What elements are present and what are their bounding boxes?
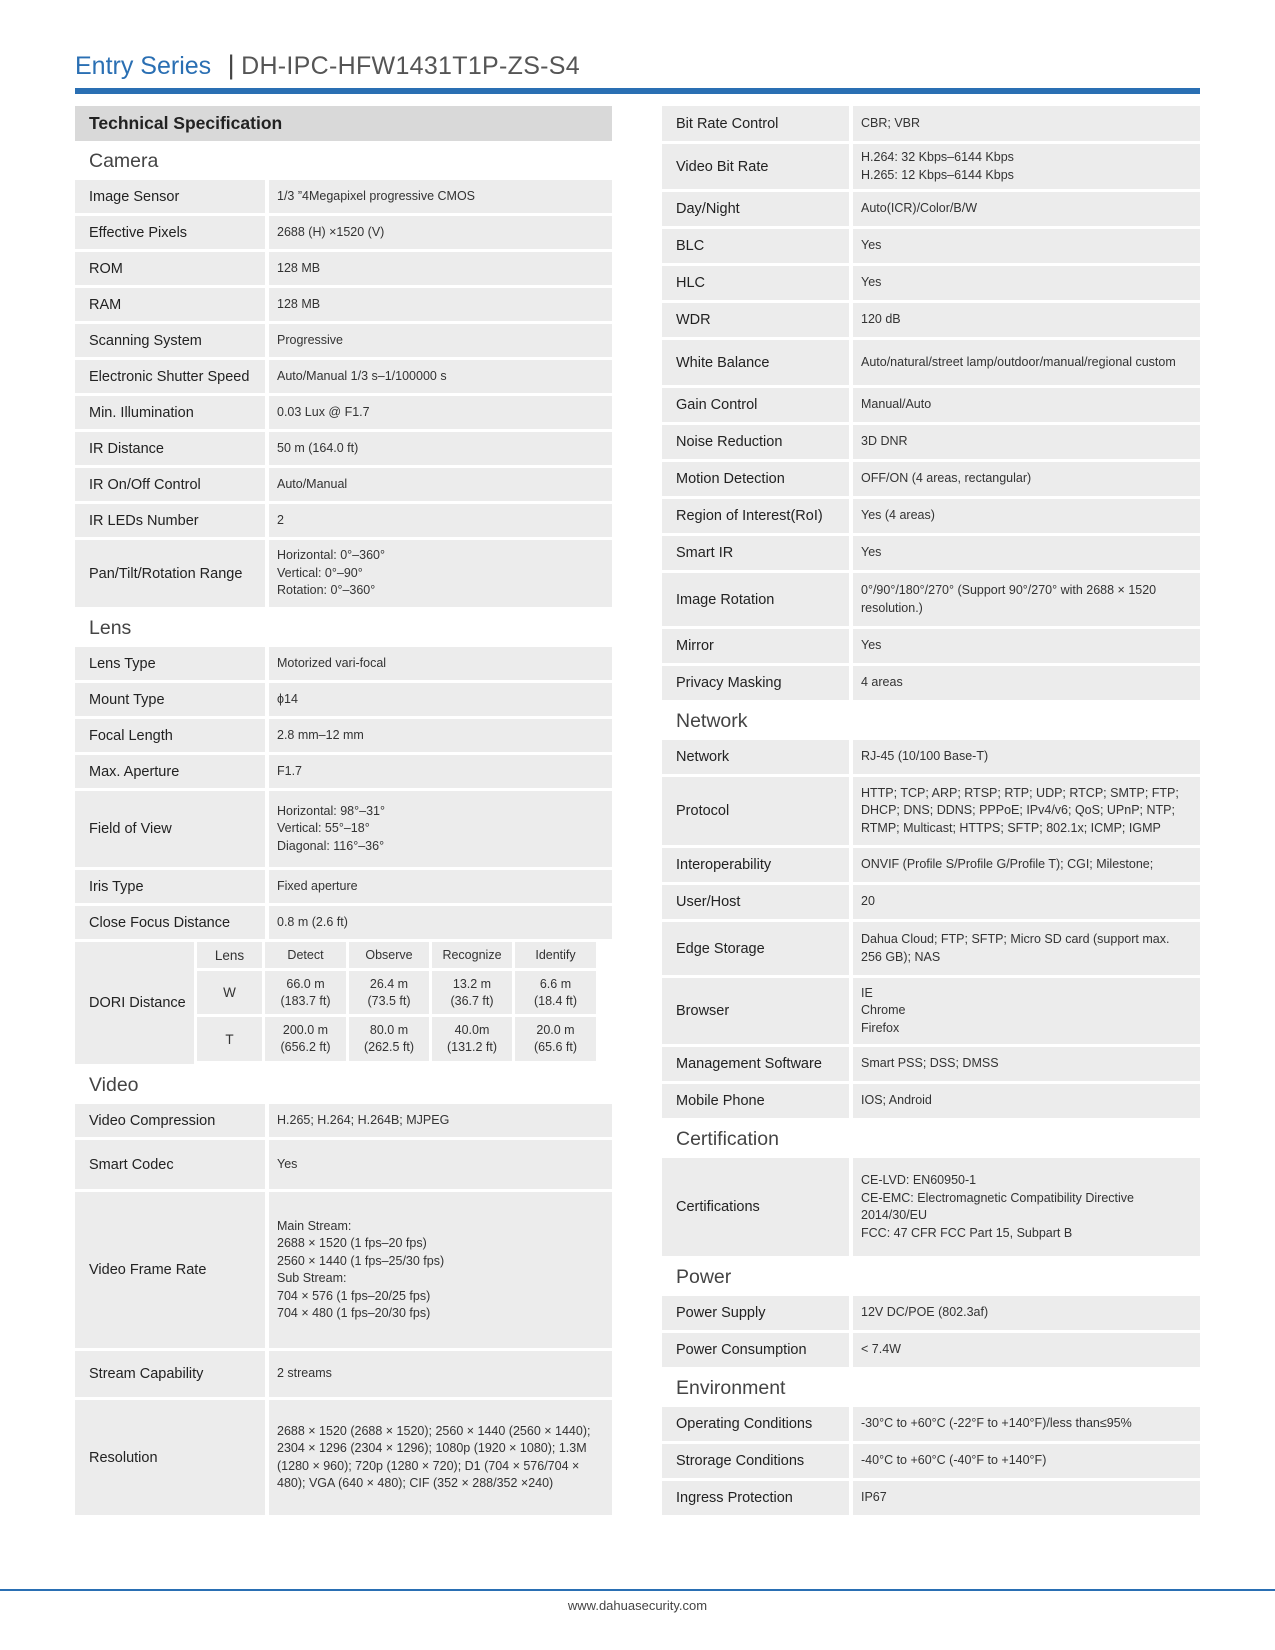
spec-value: OFF/ON (4 areas, rectangular) — [853, 462, 1200, 496]
spec-label: Protocol — [662, 777, 849, 845]
spec-row — [75, 719, 612, 752]
spec-value: -40°C to +60°C (-40°F to +140°F) — [853, 1444, 1200, 1478]
spec-label: Power Supply — [662, 1296, 849, 1330]
dori-label: DORI Distance — [75, 942, 194, 1064]
spec-label: RAM — [75, 288, 265, 321]
spec-label: Stream Capability — [75, 1351, 265, 1397]
spec-value: Yes (4 areas) — [853, 499, 1200, 533]
spec-value: ϕ14 — [269, 683, 612, 716]
spec-value: Yes — [853, 536, 1200, 570]
section-lens: Lens — [89, 617, 132, 639]
dori-cell: W — [197, 971, 262, 1014]
spec-label: IR Distance — [75, 432, 265, 465]
spec-label: Max. Aperture — [75, 755, 265, 788]
spec-row — [75, 1351, 612, 1397]
spec-value: Horizontal: 0°–360° Vertical: 0°–90° Rotation: 0°–360° — [269, 540, 612, 607]
spec-row — [75, 1192, 612, 1348]
spec-row — [75, 432, 612, 465]
spec-label: WDR — [662, 303, 849, 337]
spec-row — [75, 324, 612, 357]
spec-value: Yes — [269, 1140, 612, 1189]
spec-value: 128 MB — [269, 288, 612, 321]
spec-value: Progressive — [269, 324, 612, 357]
footer-rule — [0, 1589, 1275, 1591]
spec-value: Yes — [853, 629, 1200, 663]
spec-value: Motorized vari-focal — [269, 647, 612, 680]
spec-value: IP67 — [853, 1481, 1200, 1515]
dori-cell: 80.0 m (262.5 ft) — [349, 1017, 429, 1061]
spec-row — [662, 536, 1200, 570]
spec-label: Iris Type — [75, 870, 265, 903]
spec-label: Effective Pixels — [75, 216, 265, 249]
spec-label: User/Host — [662, 885, 849, 919]
title-separator: | — [227, 50, 235, 80]
spec-value: Yes — [853, 266, 1200, 300]
spec-label: Network — [662, 740, 849, 774]
spec-value: H.265; H.264; H.264B; MJPEG — [269, 1104, 612, 1137]
spec-label: Gain Control — [662, 388, 849, 422]
spec-value: Dahua Cloud; FTP; SFTP; Micro SD card (support max. 256 GB); NAS — [853, 922, 1200, 975]
dori-header-cell: Lens — [197, 942, 262, 968]
dori-grid — [197, 942, 612, 1064]
spec-row — [662, 1296, 1200, 1330]
spec-label: Mount Type — [75, 683, 265, 716]
spec-label: Privacy Masking — [662, 666, 849, 700]
spec-label: Bit Rate Control — [662, 106, 849, 141]
spec-row — [662, 462, 1200, 496]
dori-cell: T — [197, 1017, 262, 1061]
section-environment: Environment — [676, 1377, 786, 1399]
spec-row — [75, 683, 612, 716]
spec-value: Main Stream: 2688 × 1520 (1 fps–20 fps) 2560 × 1440 (1 fps–25/30 fps) Sub Stream: 704 × 576 (1 fps–20/25 fps) 704 × 480 (1 fps–20/30 fps) — [269, 1192, 612, 1348]
spec-value: HTTP; TCP; ARP; RTSP; RTP; UDP; RTCP; SMTP; FTP; DHCP; DNS; DDNS; PPPoE; IPv4/v6; QoS; UPnP; NTP; RTMP; Multicast; HTTPS; SFTP; 802.1x; ICMP; IGMP — [853, 777, 1200, 845]
section-network: Network — [676, 710, 748, 732]
dori-header-cell: Recognize — [432, 942, 512, 968]
spec-row — [662, 1047, 1200, 1081]
spec-row — [662, 340, 1200, 385]
spec-value: -30°C to +60°C (-22°F to +140°F)/less than≤95% — [853, 1407, 1200, 1441]
spec-label: Image Rotation — [662, 573, 849, 626]
spec-label: Video Compression — [75, 1104, 265, 1137]
spec-label: Ingress Protection — [662, 1481, 849, 1515]
spec-value: Manual/Auto — [853, 388, 1200, 422]
dori-cell: 200.0 m (656.2 ft) — [265, 1017, 346, 1061]
spec-value: 120 dB — [853, 303, 1200, 337]
spec-row — [75, 468, 612, 501]
spec-value: CE-LVD: EN60950-1 CE-EMC: Electromagnetic Compatibility Directive 2014/30/EU FCC: 47 CFR FCC Part 15, Subpart B — [853, 1158, 1200, 1256]
spec-value: 2688 (H) ×1520 (V) — [269, 216, 612, 249]
spec-row — [75, 360, 612, 393]
model-number: DH-IPC-HFW1431T1P-ZS-S4 — [241, 52, 580, 80]
spec-label: Strorage Conditions — [662, 1444, 849, 1478]
spec-row — [662, 1407, 1200, 1441]
spec-row — [75, 1104, 612, 1137]
spec-label: Motion Detection — [662, 462, 849, 496]
dori-row — [197, 971, 612, 1014]
spec-row — [75, 540, 612, 607]
spec-row — [75, 791, 612, 867]
header-rule — [75, 88, 1200, 94]
spec-row — [75, 288, 612, 321]
left-column — [75, 106, 612, 1518]
spec-row — [75, 252, 612, 285]
spec-row — [662, 848, 1200, 882]
spec-value: 12V DC/POE (802.3af) — [853, 1296, 1200, 1330]
spec-title: Technical Specification — [75, 106, 612, 141]
spec-label: Smart IR — [662, 536, 849, 570]
spec-label: Edge Storage — [662, 922, 849, 975]
spec-value: 3D DNR — [853, 425, 1200, 459]
spec-label: Smart Codec — [75, 1140, 265, 1189]
spec-value: 4 areas — [853, 666, 1200, 700]
spec-row — [662, 106, 1200, 141]
spec-value: Fixed aperture — [269, 870, 612, 903]
spec-row — [75, 216, 612, 249]
spec-value: IOS; Android — [853, 1084, 1200, 1118]
spec-label: Operating Conditions — [662, 1407, 849, 1441]
spec-value: 0.8 m (2.6 ft) — [269, 906, 612, 939]
spec-row — [75, 906, 612, 939]
spec-label: Min. Illumination — [75, 396, 265, 429]
spec-value: Yes — [853, 229, 1200, 263]
spec-label: Noise Reduction — [662, 425, 849, 459]
spec-row — [662, 229, 1200, 263]
dori-header-cell: Observe — [349, 942, 429, 968]
spec-value: 2 streams — [269, 1351, 612, 1397]
spec-row — [662, 144, 1200, 189]
spec-value: RJ-45 (10/100 Base-T) — [853, 740, 1200, 774]
spec-label: Region of Interest(RoI) — [662, 499, 849, 533]
spec-value: 128 MB — [269, 252, 612, 285]
spec-value: 2688 × 1520 (2688 × 1520); 2560 × 1440 (2560 × 1440); 2304 × 1296 (2304 × 1296); 1080p (1920 × 1080); 1.3M (1280 × 960); 720p (1280 × 720); D1 (704 × 576/704 × 480); VGA (640 × 480); CIF (352 × 288/352 ×240) — [269, 1400, 612, 1515]
spec-value: < 7.4W — [853, 1333, 1200, 1367]
spec-row — [662, 666, 1200, 700]
spec-row — [662, 978, 1200, 1044]
spec-row — [75, 180, 612, 213]
dori-row — [197, 1017, 612, 1061]
spec-value: 0.03 Lux @ F1.7 — [269, 396, 612, 429]
spec-label: ROM — [75, 252, 265, 285]
section-camera: Camera — [89, 150, 159, 172]
spec-label: Certifications — [662, 1158, 849, 1256]
spec-label: IR LEDs Number — [75, 504, 265, 537]
section-certification: Certification — [676, 1128, 779, 1150]
spec-label: Mirror — [662, 629, 849, 663]
spec-label: White Balance — [662, 340, 849, 385]
dori-header-cell: Identify — [515, 942, 596, 968]
spec-label: Interoperability — [662, 848, 849, 882]
spec-label: Lens Type — [75, 647, 265, 680]
section-power: Power — [676, 1266, 732, 1288]
dori-distance-table — [75, 942, 612, 1064]
spec-value: F1.7 — [269, 755, 612, 788]
dori-cell: 6.6 m (18.4 ft) — [515, 971, 596, 1014]
right-column — [662, 106, 1200, 1518]
spec-label: Focal Length — [75, 719, 265, 752]
spec-value: Horizontal: 98°–31° Vertical: 55°–18° Diagonal: 116°–36° — [269, 791, 612, 867]
spec-value: 0°/90°/180°/270° (Support 90°/270° with 2688 × 1520 resolution.) — [853, 573, 1200, 626]
spec-value: H.264: 32 Kbps–6144 Kbps H.265: 12 Kbps–6144 Kbps — [853, 144, 1200, 189]
spec-row — [662, 1481, 1200, 1515]
spec-label: Close Focus Distance — [75, 906, 265, 939]
spec-row — [662, 425, 1200, 459]
spec-row — [662, 192, 1200, 226]
spec-value: ONVIF (Profile S/Profile G/Profile T); CGI; Milestone; — [853, 848, 1200, 882]
spec-row — [662, 777, 1200, 845]
spec-row — [662, 922, 1200, 975]
dori-cell: 66.0 m (183.7 ft) — [265, 971, 346, 1014]
page-header — [75, 50, 580, 86]
spec-row — [662, 629, 1200, 663]
spec-value: 1/3 ”4Megapixel progressive CMOS — [269, 180, 612, 213]
spec-value: Auto/Manual 1/3 s–1/100000 s — [269, 360, 612, 393]
spec-value: Smart PSS; DSS; DMSS — [853, 1047, 1200, 1081]
spec-row — [75, 755, 612, 788]
spec-row — [662, 1444, 1200, 1478]
spec-value: Auto(ICR)/Color/B/W — [853, 192, 1200, 226]
spec-row — [75, 1140, 612, 1189]
spec-row — [662, 303, 1200, 337]
spec-label: Pan/Tilt/Rotation Range — [75, 540, 265, 607]
spec-row — [662, 1333, 1200, 1367]
spec-label: Video Frame Rate — [75, 1192, 265, 1348]
spec-row — [75, 647, 612, 680]
spec-label: Resolution — [75, 1400, 265, 1515]
spec-value: 2.8 mm–12 mm — [269, 719, 612, 752]
spec-row — [662, 388, 1200, 422]
spec-row — [662, 1084, 1200, 1118]
footer-url[interactable]: www.dahuasecurity.com — [567, 1598, 708, 1613]
spec-label: Field of View — [75, 791, 265, 867]
spec-row — [662, 499, 1200, 533]
spec-value: Auto/natural/street lamp/outdoor/manual/regional custom — [853, 340, 1200, 385]
spec-row — [75, 396, 612, 429]
spec-label: Mobile Phone — [662, 1084, 849, 1118]
spec-label: Scanning System — [75, 324, 265, 357]
spec-label: Image Sensor — [75, 180, 265, 213]
spec-row — [662, 573, 1200, 626]
spec-row — [662, 740, 1200, 774]
spec-row — [662, 885, 1200, 919]
spec-value: IE Chrome Firefox — [853, 978, 1200, 1044]
spec-label: Power Consumption — [662, 1333, 849, 1367]
spec-value: 50 m (164.0 ft) — [269, 432, 612, 465]
spec-label: Video Bit Rate — [662, 144, 849, 189]
spec-row — [662, 1158, 1200, 1256]
spec-label: Day/Night — [662, 192, 849, 226]
dori-cell: 20.0 m (65.6 ft) — [515, 1017, 596, 1061]
spec-row — [75, 504, 612, 537]
spec-value: 2 — [269, 504, 612, 537]
spec-label: BLC — [662, 229, 849, 263]
spec-label: Electronic Shutter Speed — [75, 360, 265, 393]
spec-label: Browser — [662, 978, 849, 1044]
dori-header-row — [197, 942, 612, 968]
spec-row — [75, 870, 612, 903]
dori-cell: 40.0m (131.2 ft) — [432, 1017, 512, 1061]
spec-value: 20 — [853, 885, 1200, 919]
section-video: Video — [89, 1074, 139, 1096]
spec-row — [662, 266, 1200, 300]
spec-row — [75, 1400, 612, 1515]
spec-label: HLC — [662, 266, 849, 300]
dori-cell: 26.4 m (73.5 ft) — [349, 971, 429, 1014]
dori-header-cell: Detect — [265, 942, 346, 968]
spec-label: Management Software — [662, 1047, 849, 1081]
series-title: Entry Series — [75, 52, 212, 80]
spec-label: IR On/Off Control — [75, 468, 265, 501]
spec-value: Auto/Manual — [269, 468, 612, 501]
dori-cell: 13.2 m (36.7 ft) — [432, 971, 512, 1014]
spec-value: CBR; VBR — [853, 106, 1200, 141]
